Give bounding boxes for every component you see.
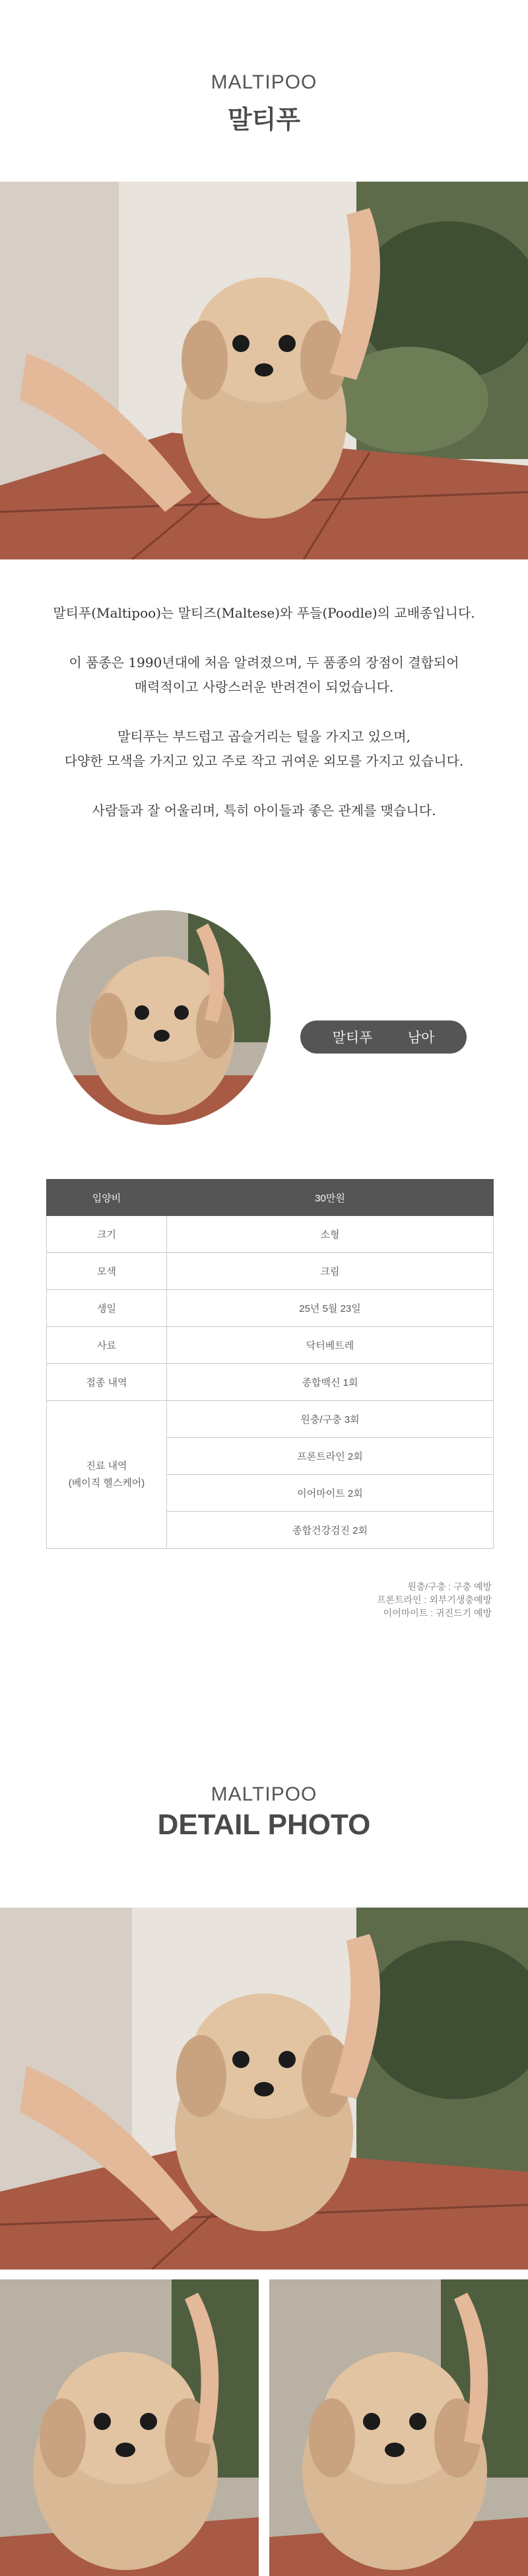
table-row [47,1290,494,1327]
care-history-label [47,1401,167,1549]
detail-photo-header [0,1783,528,1842]
note-line: 이어마이트 : 귀진드기 예방 [383,1608,492,1618]
adoption-fee-label: 입양비 [47,1180,167,1216]
care-notes [377,1580,492,1620]
care-history-title: 진료 내역 [86,1460,127,1472]
table-row [47,1216,494,1253]
sex-label: 남아 [407,1030,435,1046]
coat-color-value: 크림 [167,1253,494,1290]
care-item: 원충/구충 3회 [167,1401,494,1438]
main-puppy-photo [0,182,528,559]
vaccination-label: 접종 내역 [47,1364,167,1401]
puppy-info-table [46,1179,494,1549]
care-item: 이어마이트 2회 [167,1475,494,1512]
header-section [0,0,528,182]
note-line: 프론트라인 : 외부기생충예방 [377,1594,492,1605]
table-row [47,1253,494,1290]
adoption-fee-value: 30만원 [167,1180,494,1216]
care-history-subtitle: (베이직 헬스케어) [68,1477,145,1489]
description-paragraph: 말티푸는 부드럽고 곱슬거리는 털을 가지고 있으며, 다양한 모색을 가지고 있고 주로 작고 귀여운 외모를 가지고 있습니다. [64,729,464,769]
breed-label: 말티푸 [332,1030,373,1046]
food-value: 닥터베트레 [167,1327,494,1364]
care-item: 프론트라인 2회 [167,1438,494,1475]
table-header-row [47,1180,494,1216]
description-paragraph: 사람들과 잘 어울리며, 특히 아이들과 좋은 관계를 맺습니다. [92,803,436,818]
detail-title-en: MALTIPOO [211,1783,317,1805]
table-row [47,1327,494,1364]
profile-circle-photo [56,910,271,1125]
description-paragraph: 말티푸(Maltipoo)는 말티즈(Maltese)와 푸들(Poodle)의 교배종입니다. [53,605,475,621]
table-row [47,1401,494,1438]
food-label: 사료 [47,1327,167,1364]
detail-photo-large [0,1908,528,2270]
note-line: 원충/구충 : 구충 예방 [407,1581,492,1592]
vaccination-value: 종합백신 1회 [167,1364,494,1401]
birthday-value: 25년 5월 23일 [167,1290,494,1327]
detail-title: DETAIL PHOTO [157,1808,371,1841]
breed-description [0,601,528,848]
breed-title-en: MALTIPOO [211,71,317,93]
care-item: 종합건강검진 2회 [167,1512,494,1549]
description-paragraph: 이 품종은 1990년대에 처음 알려졌으며, 두 품종의 장점이 결합되어 매력적이고 사랑스러운 반려견이 되었습니다. [69,655,459,695]
detail-photo-right [269,2279,528,2576]
coat-color-label: 모색 [47,1253,167,1290]
birthday-label: 생일 [47,1290,167,1327]
detail-photo-left [0,2279,259,2576]
size-value: 소형 [167,1216,494,1253]
breed-title-ko: 말티푸 [227,106,301,134]
size-label: 크기 [47,1216,167,1253]
breed-sex-badge [300,1020,467,1054]
table-row [47,1364,494,1401]
